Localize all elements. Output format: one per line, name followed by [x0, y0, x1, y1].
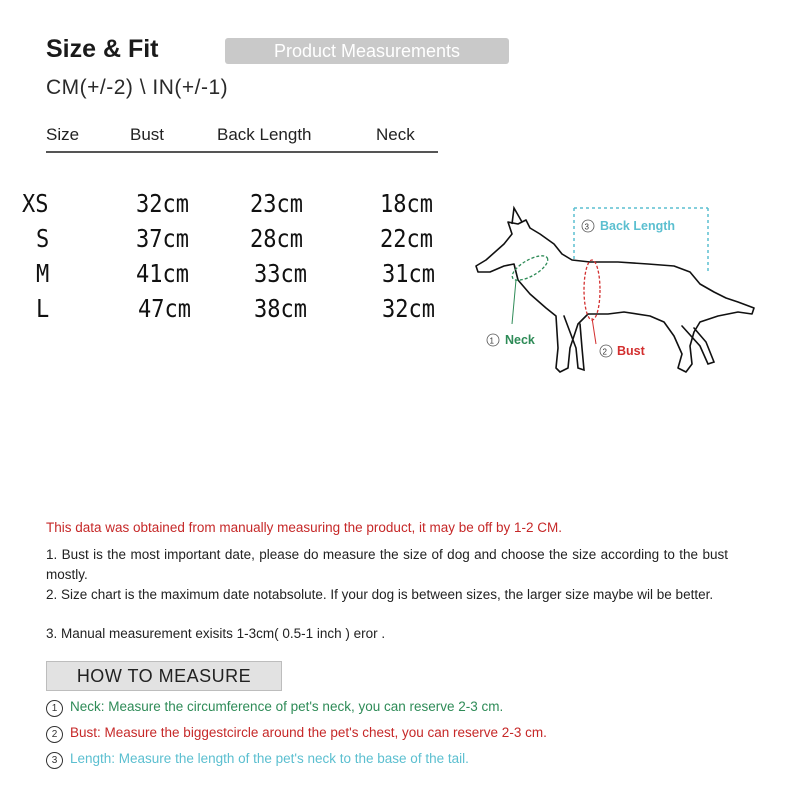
step-text: Neck: Measure the circumference of pet's neck, you can reserve 2-3 cm. [70, 699, 504, 714]
back-cell: 28cm [250, 225, 303, 254]
table-row [22, 225, 482, 264]
neck-cell: 18cm [380, 190, 433, 219]
size-table-header [46, 125, 438, 153]
dog-outline [476, 220, 754, 372]
neck-label [487, 333, 535, 347]
back-cell: 33cm [254, 260, 307, 289]
how-to-measure-heading: HOW TO MEASURE [46, 661, 282, 691]
dog-ear [512, 208, 522, 224]
bust-label-text: Bust [617, 344, 645, 358]
svg-text:2: 2 [602, 347, 607, 357]
measure-step-neck [46, 699, 503, 717]
col-size: Size [46, 125, 80, 144]
table-row [22, 260, 482, 299]
step-text: Bust: Measure the biggestcircle around the pet's chest, you can reserve 2-3 cm. [70, 725, 547, 740]
bust-cell: 47cm [138, 295, 191, 324]
size-cell: XS [22, 190, 49, 219]
step-number: 3 [46, 752, 63, 769]
neck-cell: 32cm [382, 295, 435, 324]
back-length-label [582, 219, 675, 233]
dog-hind-leg [682, 326, 714, 364]
col-back-length: Back Length [217, 125, 312, 144]
col-neck: Neck [376, 125, 415, 144]
step-number: 2 [46, 726, 63, 743]
col-bust: Bust [130, 125, 165, 144]
neck-pointer [512, 280, 516, 324]
neck-label-text: Neck [505, 333, 535, 347]
bust-label [600, 344, 646, 358]
dog-measurement-diagram [468, 198, 768, 378]
table-row [22, 190, 482, 229]
back-cell: 38cm [254, 295, 307, 324]
note-item: 2. Size chart is the maximum date notabsolute. If your dog is between sizes, the larger size maybe wil be better. [46, 587, 714, 602]
neck-cell: 22cm [380, 225, 433, 254]
bust-cell: 37cm [136, 225, 189, 254]
note-item: 1. Bust is the most important date, please do measure the size of dog and choose the size according to the bust mostly. [46, 547, 728, 582]
svg-text:3: 3 [584, 222, 589, 232]
size-table-body [22, 190, 482, 340]
dog-front-leg [564, 316, 584, 370]
bust-marker [584, 260, 600, 320]
bust-pointer [592, 318, 596, 344]
note-item: 3. Manual measurement exisits 1-3cm( 0.5-1 inch ) eror . [46, 626, 386, 641]
size-cell: M [36, 260, 50, 289]
back-length-label-text: Back Length [600, 219, 676, 233]
svg-text:1: 1 [489, 336, 494, 346]
neck-cell: 31cm [382, 260, 435, 289]
units-label: CM(+/-2) \ IN(+/-1) [46, 76, 229, 99]
step-number: 1 [46, 700, 63, 717]
accuracy-warning: This data was obtained from manually measuring the product, it may be off by 1-2 CM. [46, 520, 562, 535]
bust-cell: 41cm [136, 260, 189, 289]
measure-step-bust [46, 725, 547, 743]
step-text: Length: Measure the length of the pet's neck to the base of the tail. [70, 751, 469, 766]
bust-cell: 32cm [136, 190, 189, 219]
back-cell: 23cm [250, 190, 303, 219]
table-row [22, 295, 482, 334]
product-measurements-badge: Product Measurements [225, 38, 509, 64]
page-title: Size & Fit [46, 35, 159, 63]
measure-step-length [46, 751, 469, 769]
size-cell: L [36, 295, 50, 324]
size-cell: S [36, 225, 50, 254]
